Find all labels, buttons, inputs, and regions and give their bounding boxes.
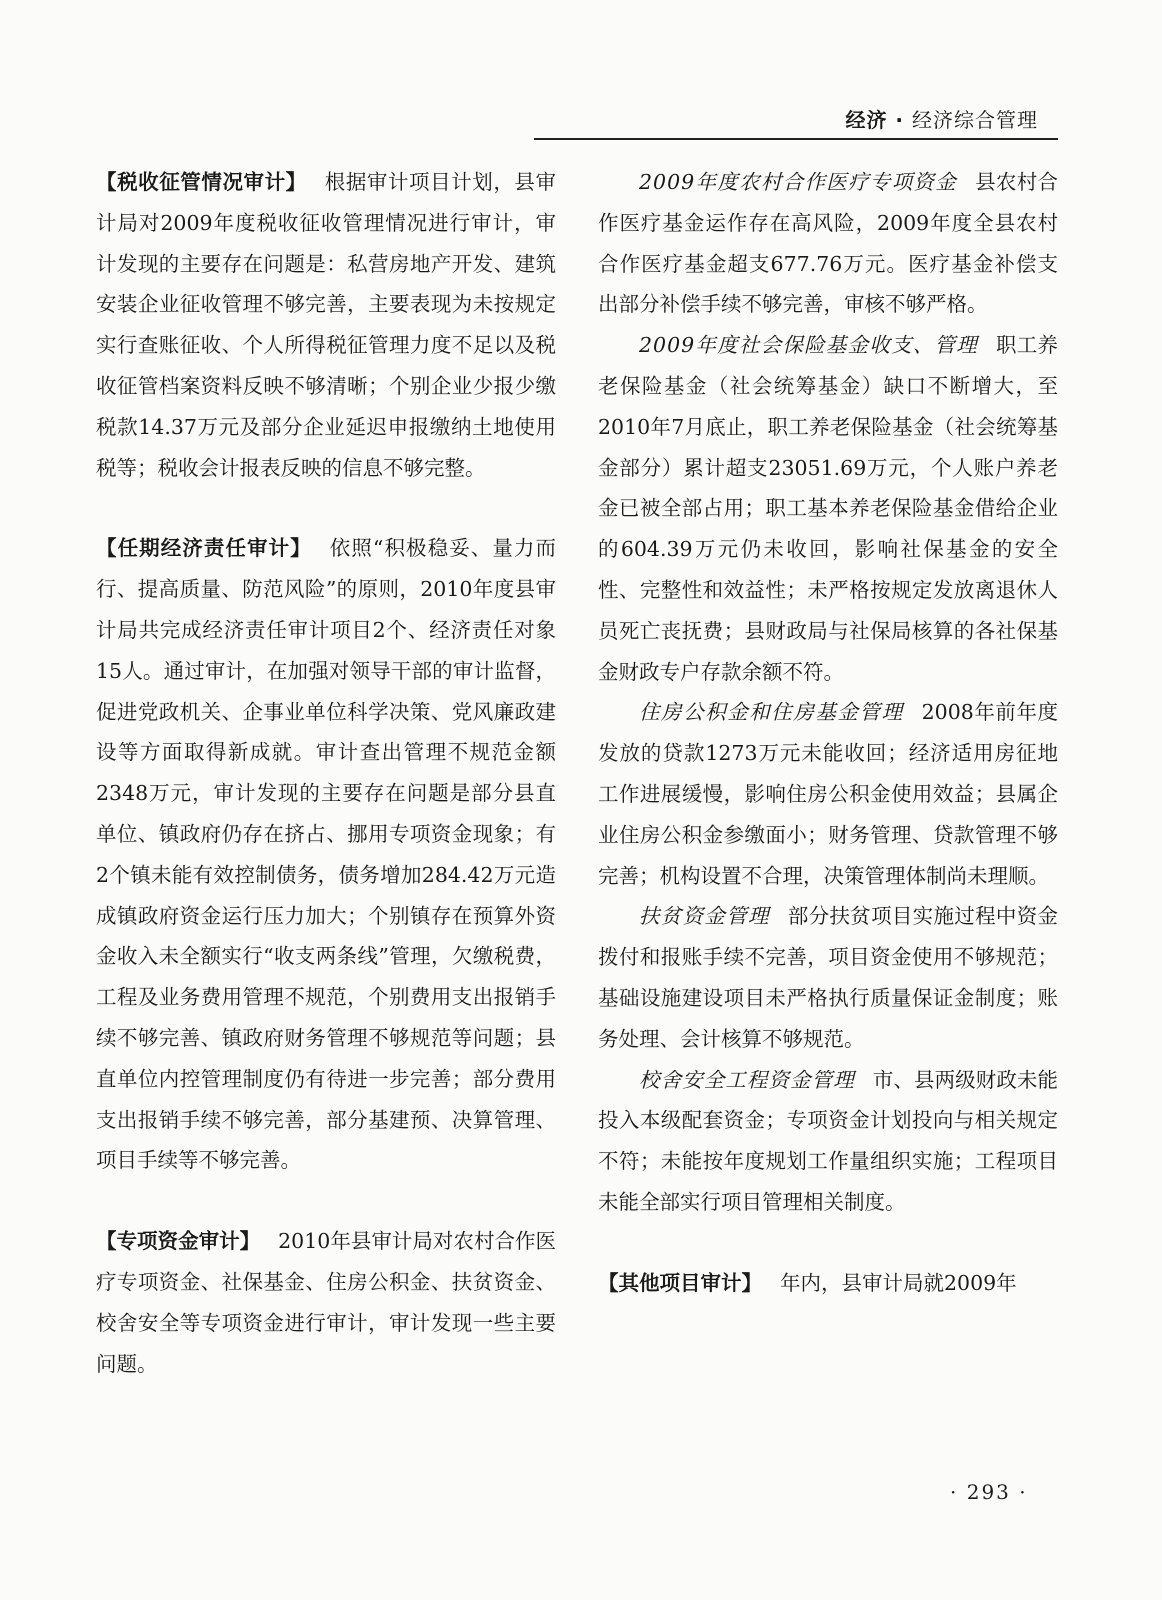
paragraph-body: 部分扶贫项目实施过程中资金拨付和报账手续不完善，项目资金使用不够规范；基础设施建设项目未严格执行质量保证金制度；账务处理、会计核算不够规范。 [598, 904, 1059, 1051]
section-body: 年内，县审计局就2009年 [780, 1270, 1017, 1295]
section-heading: 【专项资金审计】 [96, 1229, 261, 1254]
paragraph-subheading: 2009年度社会保险基金收支、管理 [639, 333, 979, 358]
section-other-audit [598, 1263, 1058, 1304]
paragraph-body: 市、县两级财政未能投入本级配套资金；专项资金计划投向与相关规定不符；未能按年度规划工作量组织实施；工程项目未能全部实行项目管理相关制度。 [598, 1067, 1059, 1214]
left-column [96, 162, 556, 1384]
section-tenure-audit [96, 528, 556, 1181]
paragraph-poverty-fund [598, 896, 1058, 1059]
paragraph-social-insurance [598, 325, 1058, 692]
paragraph-subheading: 2009年度农村合作医疗专项资金 [639, 170, 958, 194]
section-heading: 【其他项目审计】 [598, 1270, 762, 1295]
section-heading: 【税收征管情况审计】 [96, 170, 307, 194]
section-body: 依照“积极稳妥、量力而行、提高质量、防范风险”的原则，2010年度县审计局共完成经济责任审计项目2个、经济责任对象15人。通过审计，在加强对领导干部的审计监督，促进党政机关、企事业单位科学决策、党风廉政建设等方面取得新成就。审计查出管理不规范金额2348万元，审计发现的主要存在问题是部分县直单位、镇政府仍存在挤占、挪用专项资金现象；有2个镇未能有效控制债务，债务增加284.42万元造成镇政府资金运行压力加大；个别镇存在预算外资金收入未全额实行“收支两条线”管理，欠缴税费，工程及业务费用管理不规范，个别费用支出报销手续不够完善、镇政府财务管理不够规范等问题；县直单位内控管理制度仍有待进一步完善；部分费用支出报销手续不够完善，部分基建预、决算管理、项目手续等不够完善。 [96, 536, 557, 1173]
paragraph-subheading: 住房公积金和住房基金管理 [639, 700, 904, 725]
right-column [598, 162, 1058, 1304]
section-body: 2010年县审计局对农村合作医疗专项资金、社保基金、住房公积金、扶贫资金、校舍安全等专项资金进行审计，审计发现一些主要问题。 [96, 1229, 557, 1376]
paragraph-body: 职工养老保险基金（社会统筹基金）缺口不断增大，至2010年7月底止，职工养老保险基金（社会统筹基金部分）累计超支23051.69万元，个人账户养老金已被全部占用；职工基本养老保险基金借给企业的604.39万元仍未收回，影响社保基金的安全性、完整性和效益性；未严格按规定发放离退休人员死亡丧抚费；县财政局与社保局核算的各社保基金财政专户存款余额不符。 [598, 333, 1059, 684]
section-special-fund-audit [96, 1221, 556, 1384]
header-separator: · [895, 108, 905, 132]
section-heading: 【任期经济责任审计】 [96, 536, 312, 561]
header-title: 经济 [845, 108, 888, 132]
header-text [845, 104, 1038, 133]
paragraph-medical-fund [598, 162, 1058, 325]
page-number: · 293 · [950, 1480, 1028, 1504]
section-body: 根据审计项目计划，县审计局对2009年度税收征收管理情况进行审计，审计发现的主要存在问题是：私营房地产开发、建筑安装企业征收管理不够完善，主要表现为未按规定实行查账征收、个人所得税征管理力度不足以及税收征管档案资料反映不够清晰；个别企业少报少缴税款14.37万元及部分企业延迟申报缴纳土地使用税等；税收会计报表反映的信息不够完整。 [96, 170, 556, 480]
paragraph-subheading: 校舍安全工程资金管理 [639, 1067, 855, 1092]
paragraph-housing-fund [598, 692, 1058, 896]
header-subtitle: 经济综合管理 [912, 108, 1038, 132]
paragraph-subheading: 扶贫资金管理 [639, 904, 770, 929]
section-tax-audit [96, 162, 556, 488]
running-header [534, 96, 1058, 140]
paragraph-school-safety-fund [598, 1060, 1058, 1223]
paragraph-body: 县农村合作医疗基金运作存在高风险，2009年度全县农村合作医疗基金超支677.76万元。医疗基金补偿支出部分补偿手续不够完善，审核不够严格。 [598, 170, 1058, 317]
paragraph-body: 2008年前年度发放的贷款1273万元未能收回；经济适用房征地工作进展缓慢，影响住房公积金使用效益；县属企业住房公积金参缴面小；财务管理、贷款管理不够完善；机构设置不合理，决策管理体制尚未理顺。 [598, 700, 1059, 888]
